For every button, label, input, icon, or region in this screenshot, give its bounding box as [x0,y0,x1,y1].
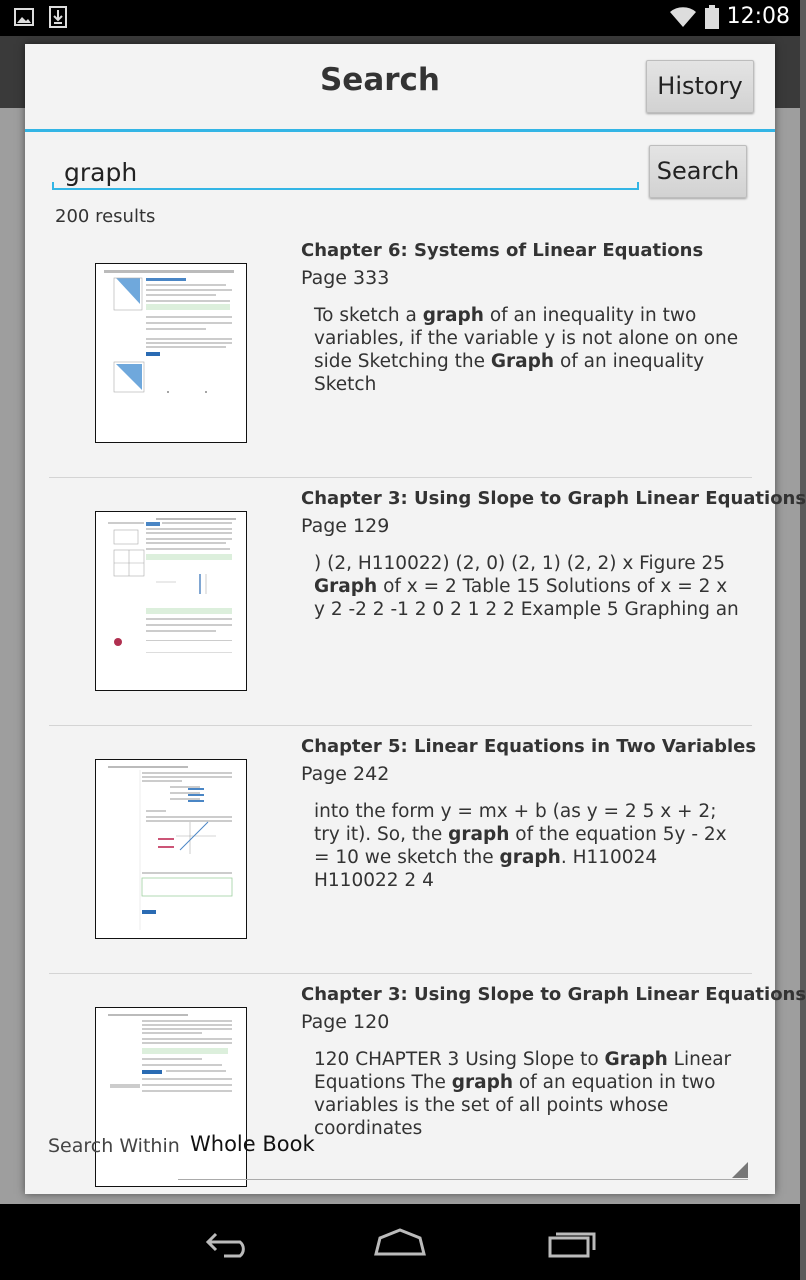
download-icon [48,6,68,28]
search-button[interactable]: Search [649,145,747,198]
snippet-text: of an inequality Sketch [314,351,705,395]
dialog-title: Search [319,62,440,98]
result-snippet [314,552,744,621]
snippet-text: ) (2, H110022) (2, 0) (2, 1) (2, 2) x Figure 25 [314,553,726,574]
result-item[interactable] [49,478,806,726]
snippet-text: Linear Equations The [314,1049,732,1093]
search-dialog [25,44,806,1194]
result-item[interactable] [49,726,757,974]
status-bar [0,0,800,36]
battery-icon [705,5,719,29]
snippet-highlight: graph [448,824,510,845]
snippet-text: To sketch a [314,305,423,326]
snippet-highlight: Graph [604,1049,668,1070]
dialog-header [25,44,775,130]
spinner-arrow-icon [732,1162,748,1178]
search-within-spinner[interactable] [178,1122,748,1180]
page-thumbnail[interactable] [95,263,247,443]
result-snippet [314,800,744,892]
snippet-text: of an equation in two variables is the set of all points whose coordinates [314,1072,716,1139]
results-list [49,230,806,1139]
image-icon [14,6,34,28]
result-chapter: Chapter 5: Linear Equations in Two Variables [301,736,757,757]
page-thumbnail[interactable] [95,511,247,691]
snippet-text: of the equation 5y - 2x = 10 we sketch the [314,824,727,868]
search-within-value: Whole Book [190,1132,315,1156]
snippet-text: of x = 2 Table 15 Solutions of x = 2 x y 2 -2 2 -1 2 0 2 1 2 2 Example 5 Graphing an [314,576,739,620]
result-page: Page 333 [301,267,390,289]
history-button[interactable]: History [646,60,754,113]
wifi-icon [669,6,697,28]
recents-icon[interactable] [542,1226,602,1260]
clock: 12:08 [726,4,790,29]
result-page: Page 120 [301,1011,390,1033]
result-page: Page 242 [301,763,390,785]
snippet-highlight: graph [422,305,484,326]
result-item[interactable] [49,974,806,1222]
result-page: Page 129 [301,515,390,537]
snippet-highlight: graph [499,847,561,868]
result-chapter: Chapter 6: Systems of Linear Equations [301,240,704,261]
search-input-underline [52,188,639,190]
snippet-text: . H110024 H110022 2 4 [314,847,658,891]
snippet-highlight: Graph [314,576,378,597]
results-count: 200 results [55,206,156,227]
snippet-text: of an inequality in two variables, if the variable y is not alone on one side Sketching the [314,305,739,372]
snippet-highlight: Graph [490,351,555,372]
snippet-text: 120 CHAPTER 3 Using Slope to [314,1049,605,1070]
result-chapter: Chapter 3: Using Slope to Graph Linear Equations [301,488,806,509]
snippet-highlight: graph [451,1072,514,1093]
result-item[interactable] [49,230,752,478]
header-divider [25,129,775,132]
home-icon[interactable] [370,1226,430,1260]
result-chapter: Chapter 3: Using Slope to Graph Linear Equations [301,984,806,1005]
back-icon[interactable] [200,1226,260,1260]
navigation-bar [0,1204,800,1280]
search-within-label: Search Within [48,1135,180,1157]
result-snippet [314,304,744,396]
spinner-underline [178,1179,748,1180]
snippet-text: into the form y = mx + b (as y = 2 5 x + 2; try it). So, the [314,801,717,845]
page-thumbnail[interactable] [95,759,247,939]
